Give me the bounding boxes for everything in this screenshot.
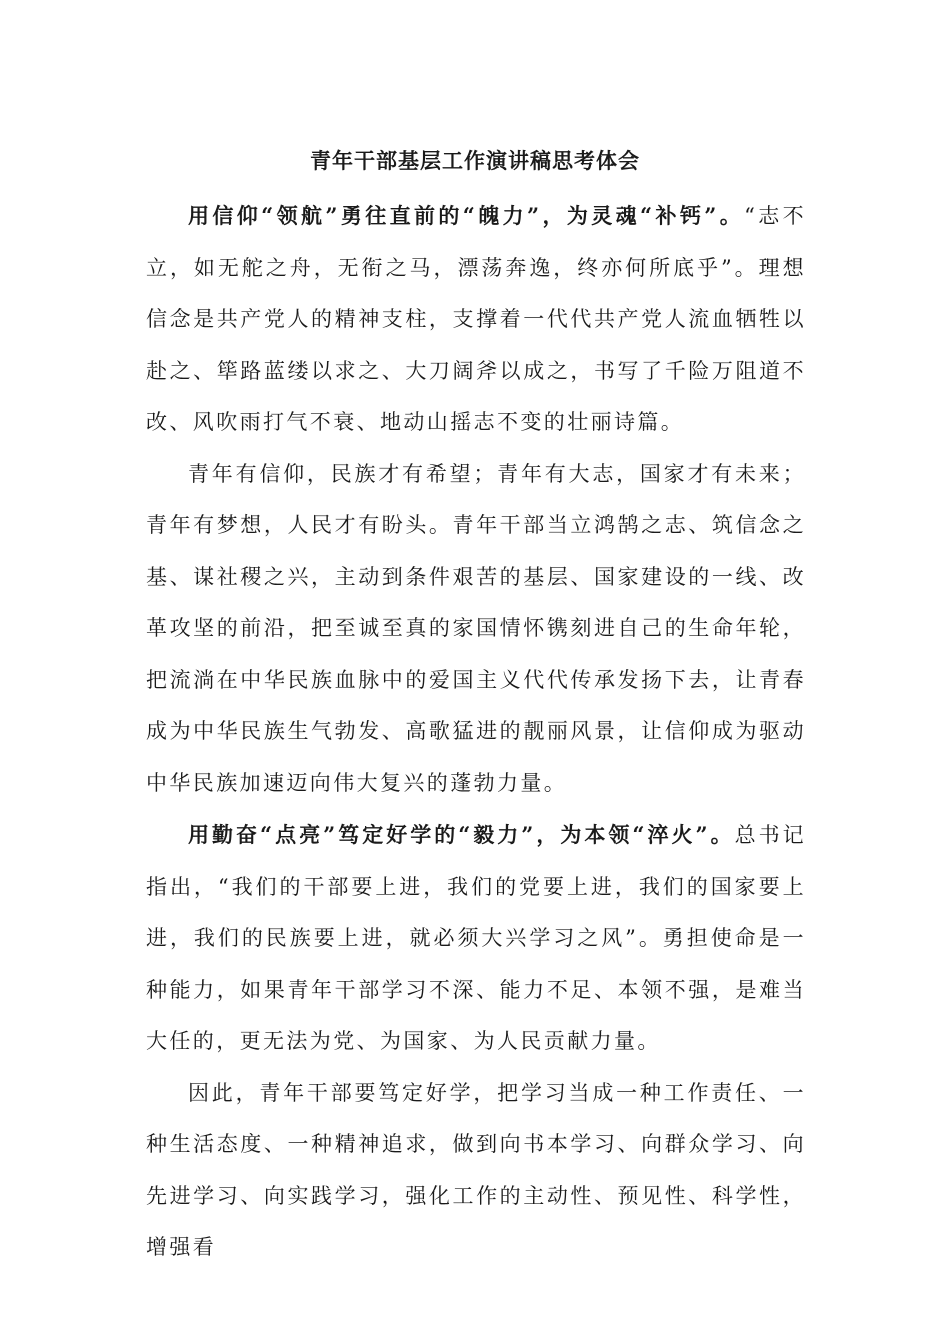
paragraph-3 (146, 809, 806, 1068)
paragraph-lead: 用信仰“领航”勇往直前的“魄力”，为灵魂“补钙”。 (188, 203, 745, 228)
paragraph-1 (146, 190, 806, 449)
paragraph-lead: 用勤奋“点亮”笃定好学的“毅力”，为本领“淬火”。 (188, 822, 735, 847)
document-body (146, 190, 806, 1274)
paragraph-text: “志不立，如无舵之舟，无衔之马，漂荡奔逸，终亦何所底乎”。理想信念是共产党人的精神支柱，支撑着一代代共产党人流血牺牲以赴之、筚路蓝缕以求之、大刀阔斧以成之，书写了千险万阻道不改、风吹雨打气不衰、地动山摇志不变的壮丽诗篇。 (146, 204, 806, 434)
paragraph-4 (146, 1068, 806, 1274)
document-title: 青年干部基层工作演讲稿思考体会 (310, 148, 640, 173)
paragraph-text: 总书记指出，“我们的干部要上进，我们的党要上进，我们的国家要上进，我们的民族要上进，就必须大兴学习之风”。勇担使命是一种能力，如果青年干部学习不深、能力不足、本领不强，是难当大任的，更无法为党、为国家、为人民贡献力量。 (146, 823, 806, 1053)
paragraph-text: 青年有信仰，民族才有希望；青年有大志，国家才有未来；青年有梦想，人民才有盼头。青年干部当立鸿鹄之志、筑信念之基、谋社稷之兴，主动到条件艰苦的基层、国家建设的一线、改革攻坚的前沿，把至诚至真的家国情怀镌刻进自己的生命年轮，把流淌在中华民族血脉中的爱国主义代代传承发扬下去，让青春成为中华民族生气勃发、高歌猛进的靓丽风景，让信仰成为驱动中华民族加速迈向伟大复兴的蓬勃力量。 (146, 461, 806, 795)
paragraph-text: 因此，青年干部要笃定好学，把学习当成一种工作责任、一种生活态度、一种精神追求，做到向书本学习、向群众学习、向先进学习、向实践学习，强化工作的主动性、预见性、科学性，增强看 (146, 1080, 806, 1259)
paragraph-2 (146, 449, 806, 810)
